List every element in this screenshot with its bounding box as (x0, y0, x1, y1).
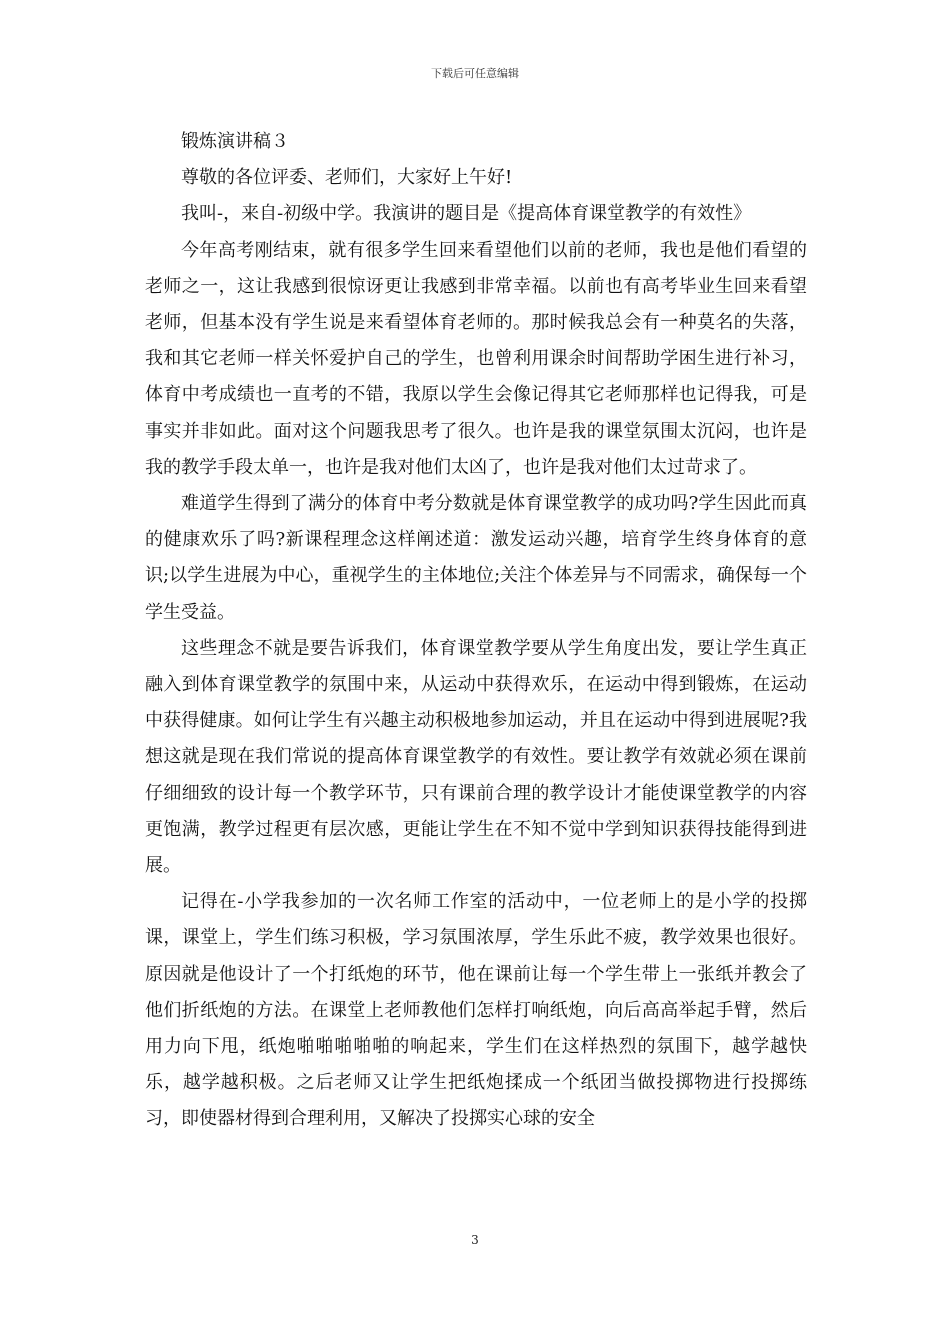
body-paragraph: 难道学生得到了满分的体育中考分数就是体育课堂教学的成功吗?学生因此而真的健康欢乐了吗?新课程理念这样阐述道：激发运动兴趣，培育学生终身体育的意识;以学生进展为中心，重视学生的主体地位;关注个体差异与不同需求，确保每一个学生受益。 (145, 493, 807, 623)
greeting-line: 尊敬的各位评委、老师们，大家好上午好! (181, 167, 513, 189)
body-paragraph: 记得在-小学我参加的一次名师工作室的活动中，一位老师上的是小学的投掷课，课堂上，学生们练习积极，学习氛围浓厚，学生乐此不疲，教学效果也很好。原因就是他设计了一个打纸炮的环节，他在课前让每一个学生带上一张纸并教会了他们折纸炮的方法。在课堂上老师教他们怎样打响纸炮，向后高高举起手臂，然后用力向下甩，纸炮啪啪啪啪啪的响起来，学生们在这样热烈的氛围下，越学越快乐，越学越积极。之后老师又让学生把纸炮揉成一个纸团当做投掷物进行投掷练习，即使器材得到合理利用，又解决了投掷实心球的安全 (145, 891, 807, 1130)
body-paragraph: 这些理念不就是要告诉我们，体育课堂教学要从学生角度出发，要让学生真正融入到体育课堂教学的氛围中来，从运动中获得欢乐，在运动中得到锻炼，在运动中获得健康。如何让学生有兴趣主动积极地参加运动，并且在运动中得到进展呢?我想这就是现在我们常说的提高体育课堂教学的有效性。要让教学有效就必须在课前仔细细致的设计每一个教学环节，只有课前合理的教学设计才能使课堂教学的内容更饱满，教学过程更有层次感，更能让学生在不知不觉中学到知识获得技能得到进展。 (145, 637, 807, 877)
page-header-note: 下载后可任意编辑 (431, 67, 519, 80)
body-paragraph: 今年高考刚结束，就有很多学生回来看望他们以前的老师，我也是他们看望的老师之一，这让我感到很惊讶更让我感到非常幸福。以前也有高考毕业生回来看望老师，但基本没有学生说是来看望体育老师的。那时候我总会有一种莫名的失落，我和其它老师一样关怀爱护自己的学生，也曾利用课余时间帮助学困生进行补习，体育中考成绩也一直考的不错，我原以学生会像记得其它老师那样也记得我，可是事实并非如此。面对这个问题我思考了很久。也许是我的课堂氛围太沉闷，也许是我的教学手段太单一，也许是我对他们太凶了，也许是我对他们太过苛求了。 (145, 239, 807, 478)
page-number: 3 (471, 1233, 479, 1247)
intro-line: 我叫-，来自-初级中学。我演讲的题目是《提高体育课堂教学的有效性》 (181, 203, 752, 225)
document-body (145, 124, 807, 1138)
document-title-line: 锻炼演讲稿３ (181, 131, 289, 152)
